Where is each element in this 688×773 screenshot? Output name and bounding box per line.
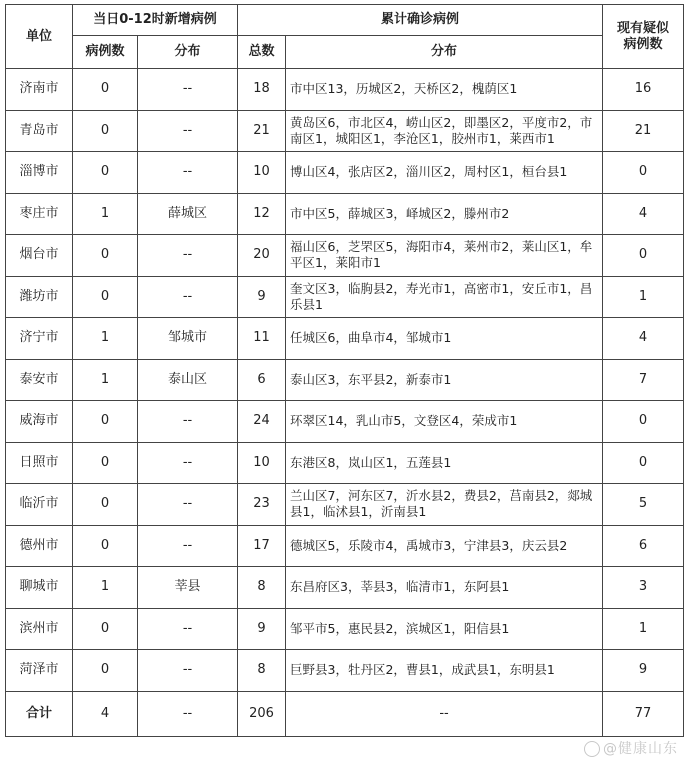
cell-cumulative-distribution: 奎文区3，临朐县2，寿光市1，高密市1，安丘市1，昌乐县1	[286, 276, 603, 318]
header-suspect	[603, 5, 684, 69]
cell-cumulative-total: 23	[238, 484, 286, 526]
cell-new-count: 0	[73, 608, 138, 650]
cell-cumulative-total: 12	[238, 193, 286, 235]
cell-cumulative-distribution: 东港区8，岚山区1，五莲县1	[286, 442, 603, 484]
watermark-text: @健康山东	[603, 741, 678, 757]
table-row	[6, 69, 684, 111]
cell-new-count: 1	[73, 567, 138, 609]
cell-suspect-count: 0	[603, 442, 684, 484]
cell-new-distribution: 薛城区	[138, 193, 238, 235]
cell-cumulative-distribution: 东昌府区3，莘县3，临清市1，东阿县1	[286, 567, 603, 609]
cell-new-count: 1	[73, 359, 138, 401]
cell-city: 淄博市	[6, 152, 73, 194]
table-row	[6, 318, 684, 360]
cell-new-count: 0	[73, 525, 138, 567]
cell-suspect-count: 0	[603, 152, 684, 194]
cell-cumulative-total: 21	[238, 110, 286, 152]
total-row	[6, 691, 684, 736]
cell-total-label: 合计	[6, 691, 73, 736]
cell-new-distribution: --	[138, 401, 238, 443]
cell-new-distribution: --	[138, 152, 238, 194]
cell-cumulative-distribution: 福山区6，芝罘区5，海阳市4，莱州市2，莱山区1，牟平区1，莱阳市1	[286, 235, 603, 277]
cell-suspect-count: 7	[603, 359, 684, 401]
cell-suspect-count: 21	[603, 110, 684, 152]
cell-city: 泰安市	[6, 359, 73, 401]
cell-cumulative-distribution: 邹平市5，惠民县2，滨城区1，阳信县1	[286, 608, 603, 650]
cell-cumulative-total: 11	[238, 318, 286, 360]
cell-new-distribution: 莘县	[138, 567, 238, 609]
cell-total-cumulative: 206	[238, 691, 286, 736]
cell-new-distribution: --	[138, 525, 238, 567]
header-cumulative-distribution: 分布	[286, 36, 603, 69]
table-body	[6, 69, 684, 737]
cell-cumulative-distribution: 博山区4，张店区2，淄川区2，周村区1，桓台县1	[286, 152, 603, 194]
cell-new-distribution: --	[138, 235, 238, 277]
cases-table	[5, 4, 684, 737]
cell-suspect-count: 5	[603, 484, 684, 526]
cell-new-count: 1	[73, 318, 138, 360]
cell-new-count: 0	[73, 69, 138, 111]
cell-new-count: 0	[73, 276, 138, 318]
cell-suspect-count: 3	[603, 567, 684, 609]
cell-suspect-count: 1	[603, 276, 684, 318]
header-suspect-line2: 病例数	[623, 36, 663, 52]
cell-city: 聊城市	[6, 567, 73, 609]
watermark	[584, 738, 678, 758]
cell-suspect-count: 6	[603, 525, 684, 567]
cell-new-distribution: --	[138, 110, 238, 152]
cell-city: 济宁市	[6, 318, 73, 360]
cell-suspect-count: 0	[603, 235, 684, 277]
cell-new-distribution: --	[138, 442, 238, 484]
cell-new-distribution: 邹城市	[138, 318, 238, 360]
header-cumulative-group: 累计确诊病例	[238, 5, 603, 36]
cell-new-count: 0	[73, 650, 138, 692]
cell-cumulative-distribution: 环翠区14，乳山市5，文登区4，荣成市1	[286, 401, 603, 443]
cell-suspect-count: 9	[603, 650, 684, 692]
cell-cumulative-total: 8	[238, 567, 286, 609]
cell-new-count: 0	[73, 110, 138, 152]
cell-new-distribution: --	[138, 276, 238, 318]
cell-cumulative-distribution: 市中区13，历城区2，天桥区2，槐荫区1	[286, 69, 603, 111]
weibo-logo-icon	[584, 741, 600, 757]
cell-total-new-distribution: --	[138, 691, 238, 736]
cell-city: 枣庄市	[6, 193, 73, 235]
cell-suspect-count: 16	[603, 69, 684, 111]
cell-suspect-count: 1	[603, 608, 684, 650]
table-row	[6, 359, 684, 401]
cell-cumulative-distribution: 德城区5，乐陵市4，禹城市3，宁津县3，庆云县2	[286, 525, 603, 567]
header-unit: 单位	[6, 5, 73, 69]
table-row	[6, 484, 684, 526]
cell-cumulative-distribution: 兰山区7，河东区7，沂水县2，费县2，莒南县2，郯城县1，临沭县1，沂南县1	[286, 484, 603, 526]
cell-total-distribution: --	[286, 691, 603, 736]
table-row	[6, 608, 684, 650]
cell-city: 济南市	[6, 69, 73, 111]
table-row	[6, 235, 684, 277]
cell-city: 滨州市	[6, 608, 73, 650]
table-row	[6, 152, 684, 194]
header-new-distribution: 分布	[138, 36, 238, 69]
cell-cumulative-total: 9	[238, 276, 286, 318]
header-suspect-line1: 现有疑似	[617, 20, 670, 36]
header-cumulative-total: 总数	[238, 36, 286, 69]
cell-cumulative-total: 9	[238, 608, 286, 650]
cell-new-count: 0	[73, 442, 138, 484]
cell-cumulative-distribution: 黄岛区6，市北区4，崂山区2，即墨区2，平度市2，市南区1，城阳区1，李沧区1，胶州市1，莱西市1	[286, 110, 603, 152]
cell-new-count: 1	[73, 193, 138, 235]
header-new-count: 病例数	[73, 36, 138, 69]
cell-new-count: 0	[73, 235, 138, 277]
cell-cumulative-total: 10	[238, 442, 286, 484]
table-row	[6, 650, 684, 692]
cell-new-count: 0	[73, 484, 138, 526]
cell-city: 青岛市	[6, 110, 73, 152]
cell-new-distribution: --	[138, 484, 238, 526]
cell-suspect-count: 4	[603, 193, 684, 235]
cell-city: 临沂市	[6, 484, 73, 526]
cell-city: 潍坊市	[6, 276, 73, 318]
cell-cumulative-distribution: 市中区5，薛城区3，峄城区2，滕州市2	[286, 193, 603, 235]
cell-cumulative-total: 10	[238, 152, 286, 194]
cell-total-new: 4	[73, 691, 138, 736]
cell-new-distribution: --	[138, 608, 238, 650]
cell-new-distribution: 泰山区	[138, 359, 238, 401]
cell-cumulative-distribution: 巨野县3，牡丹区2，曹县1，成武县1，东明县1	[286, 650, 603, 692]
table-row	[6, 442, 684, 484]
cell-new-count: 0	[73, 401, 138, 443]
cell-cumulative-total: 20	[238, 235, 286, 277]
cell-city: 菏泽市	[6, 650, 73, 692]
table-row	[6, 193, 684, 235]
cell-new-count: 0	[73, 152, 138, 194]
cell-cumulative-total: 18	[238, 69, 286, 111]
cell-cumulative-distribution: 任城区6，曲阜市4，邹城市1	[286, 318, 603, 360]
cell-new-distribution: --	[138, 650, 238, 692]
cell-city: 威海市	[6, 401, 73, 443]
cell-cumulative-distribution: 泰山区3，东平县2，新泰市1	[286, 359, 603, 401]
cell-city: 日照市	[6, 442, 73, 484]
cell-cumulative-total: 6	[238, 359, 286, 401]
table-row	[6, 276, 684, 318]
cell-cumulative-total: 17	[238, 525, 286, 567]
cell-cumulative-total: 24	[238, 401, 286, 443]
cell-city: 德州市	[6, 525, 73, 567]
cell-cumulative-total: 8	[238, 650, 286, 692]
table-row	[6, 401, 684, 443]
cell-suspect-count: 0	[603, 401, 684, 443]
cell-new-distribution: --	[138, 69, 238, 111]
cell-city: 烟台市	[6, 235, 73, 277]
cell-suspect-count: 4	[603, 318, 684, 360]
header-new-group: 当日0-12时新增病例	[73, 5, 238, 36]
table-row	[6, 567, 684, 609]
cell-total-suspect: 77	[603, 691, 684, 736]
table-row	[6, 110, 684, 152]
table-row	[6, 525, 684, 567]
